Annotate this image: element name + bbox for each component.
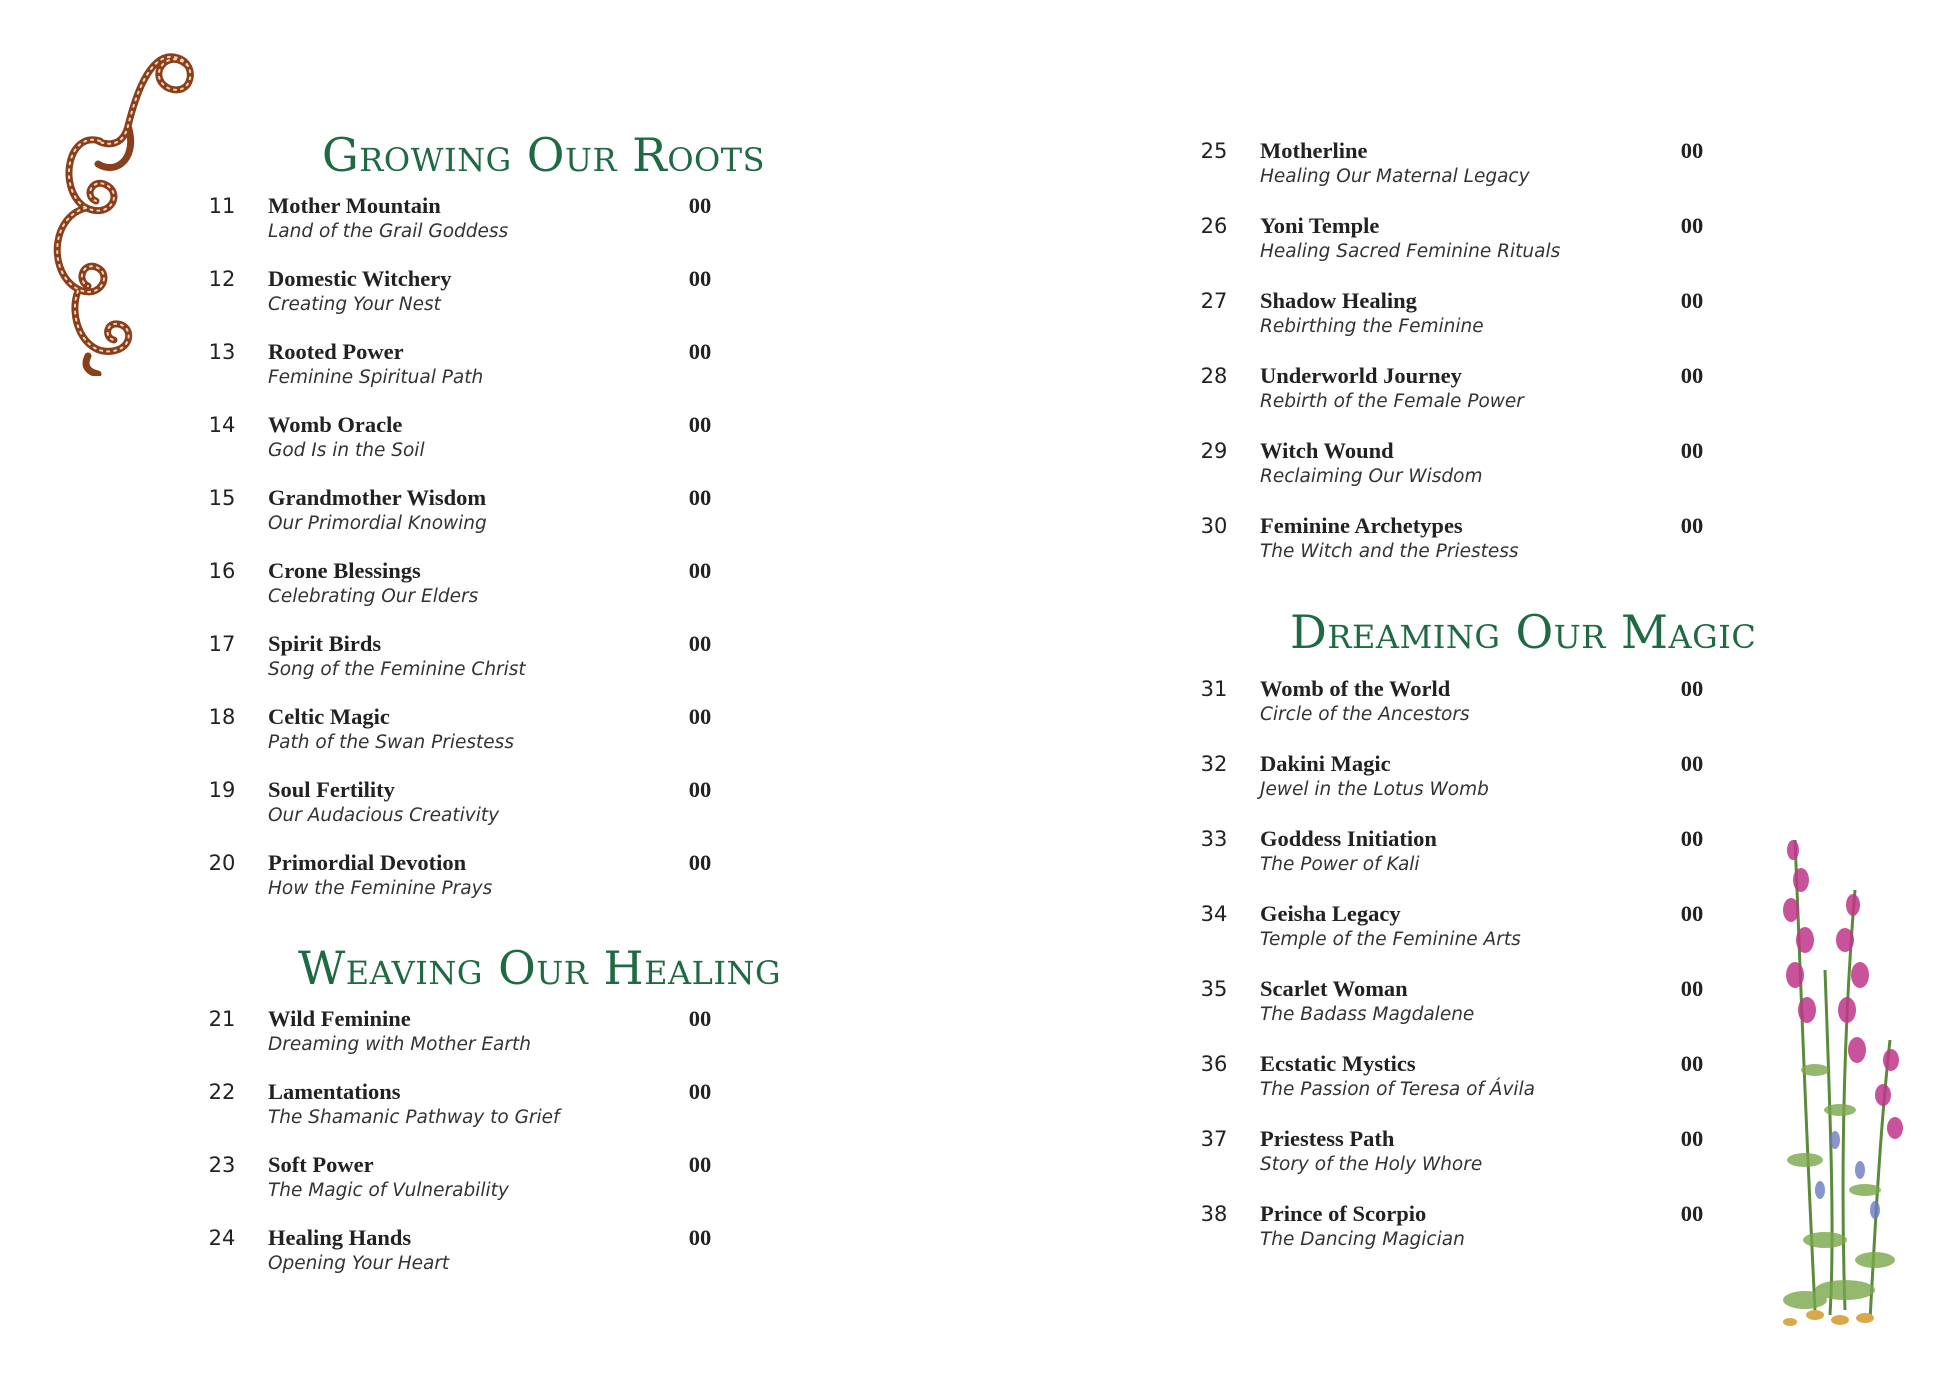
chapter-subtitle: God Is in the Soil (268, 440, 425, 461)
chapter-title[interactable]: Lamentations (268, 1079, 401, 1104)
page-number: 00 (688, 266, 712, 291)
chapter-number: 34 (1200, 902, 1228, 926)
chapter-number: 31 (1200, 677, 1228, 701)
chapter-subtitle: Rebirth of the Female Power (1260, 391, 1524, 412)
chapter-subtitle: Dreaming with Mother Earth (268, 1034, 531, 1055)
page-number: 00 (688, 850, 712, 875)
chapter-subtitle: Story of the Holy Whore (1260, 1154, 1483, 1175)
chapter-number: 16 (208, 559, 236, 583)
page-number: 00 (688, 193, 712, 218)
page-number: 00 (688, 412, 712, 437)
chapter-title[interactable]: Mother Mountain (268, 193, 441, 218)
chapter-subtitle: The Power of Kali (1260, 854, 1420, 875)
chapter-number: 21 (208, 1007, 236, 1031)
chapter-subtitle: Path of the Swan Priestess (268, 732, 514, 753)
chapter-subtitle: Celebrating Our Elders (268, 586, 479, 607)
chapter-number: 11 (208, 194, 236, 218)
chapter-title[interactable]: Primordial Devotion (268, 850, 467, 875)
chapter-number: 25 (1200, 139, 1228, 163)
section-title: Weaving Our Healing (298, 941, 782, 995)
chapter-number: 15 (208, 486, 236, 510)
chapter-number: 19 (208, 778, 236, 802)
chapter-title[interactable]: Shadow Healing (1260, 288, 1417, 313)
page-number: 00 (688, 485, 712, 510)
page-number: 00 (1680, 976, 1704, 1001)
page-number: 00 (688, 339, 712, 364)
chapter-number: 13 (208, 340, 236, 364)
chapter-title[interactable]: Underworld Journey (1260, 363, 1462, 388)
chapter-title[interactable]: Yoni Temple (1260, 213, 1380, 238)
chapter-subtitle: The Passion of Teresa of Ávila (1260, 1079, 1536, 1100)
chapter-subtitle: Our Primordial Knowing (268, 513, 487, 534)
chapter-number: 14 (208, 413, 236, 437)
chapter-subtitle: How the Feminine Prays (268, 878, 493, 899)
chapter-number: 36 (1200, 1052, 1228, 1076)
page-number: 00 (1680, 288, 1704, 313)
chapter-subtitle: The Dancing Magician (1260, 1229, 1465, 1250)
chapter-subtitle: Rebirthing the Feminine (1260, 316, 1484, 337)
chapter-title[interactable]: Feminine Archetypes (1260, 513, 1463, 538)
foxglove-flowers-icon (1745, 810, 1945, 1350)
chapter-title[interactable]: Priestess Path (1260, 1126, 1395, 1151)
chapter-subtitle: Circle of the Ancestors (1260, 704, 1470, 725)
page-number: 00 (1680, 1126, 1704, 1151)
chapter-title[interactable]: Prince of Scorpio (1260, 1201, 1427, 1226)
chapter-number: 20 (208, 851, 236, 875)
page-number: 00 (1680, 138, 1704, 163)
chapter-subtitle: Feminine Spiritual Path (268, 367, 484, 388)
chapter-number: 33 (1200, 827, 1228, 851)
chapter-number: 32 (1200, 752, 1228, 776)
chapter-number: 38 (1200, 1202, 1228, 1226)
chapter-subtitle: Temple of the Feminine Arts (1260, 929, 1521, 950)
chapter-subtitle: The Badass Magdalene (1260, 1004, 1475, 1025)
page-number: 00 (688, 1006, 712, 1031)
chapter-number: 12 (208, 267, 236, 291)
chapter-subtitle: Our Audacious Creativity (268, 805, 500, 826)
chapter-title[interactable]: Goddess Initiation (1260, 826, 1437, 851)
chapter-title[interactable]: Womb Oracle (268, 412, 403, 437)
page-number: 00 (688, 558, 712, 583)
section-title: Dreaming Our Magic (1290, 605, 1757, 659)
chapter-number: 29 (1200, 439, 1228, 463)
chapter-subtitle: Reclaiming Our Wisdom (1260, 466, 1483, 487)
page-number: 00 (688, 1152, 712, 1177)
chapter-number: 27 (1200, 289, 1228, 313)
page-number: 00 (1680, 751, 1704, 776)
chapter-subtitle: The Magic of Vulnerability (268, 1180, 509, 1201)
chapter-subtitle: Land of the Grail Goddess (268, 221, 509, 242)
chapter-title[interactable]: Grandmother Wisdom (268, 485, 487, 510)
chapter-title[interactable]: Wild Feminine (268, 1006, 411, 1031)
chapter-number: 17 (208, 632, 236, 656)
page-number: 00 (1680, 676, 1704, 701)
chapter-number: 35 (1200, 977, 1228, 1001)
chapter-subtitle: Healing Our Maternal Legacy (1260, 166, 1530, 187)
page-number: 00 (1680, 826, 1704, 851)
chapter-title[interactable]: Dakini Magic (1260, 751, 1391, 776)
chapter-title[interactable]: Spirit Birds (268, 631, 382, 656)
chapter-title[interactable]: Rooted Power (268, 339, 404, 364)
chapter-subtitle: The Shamanic Pathway to Grief (268, 1107, 560, 1128)
chapter-title[interactable]: Celtic Magic (268, 704, 390, 729)
page-number: 00 (688, 704, 712, 729)
page-number: 00 (688, 631, 712, 656)
chapter-number: 22 (208, 1080, 236, 1104)
page-number: 00 (688, 1225, 712, 1250)
page-number: 00 (1680, 363, 1704, 388)
page-number: 00 (1680, 213, 1704, 238)
section-title: Growing Our Roots (322, 128, 766, 182)
chapter-number: 37 (1200, 1127, 1228, 1151)
chapter-title[interactable]: Soft Power (268, 1152, 374, 1177)
chapter-subtitle: Healing Sacred Feminine Rituals (1260, 241, 1561, 262)
chapter-number: 24 (208, 1226, 236, 1250)
page-number: 00 (1680, 901, 1704, 926)
chapter-subtitle: Song of the Feminine Christ (268, 659, 526, 680)
chapter-subtitle: Jewel in the Lotus Womb (1260, 779, 1489, 800)
chapter-subtitle: The Witch and the Priestess (1260, 541, 1519, 562)
page-number: 00 (688, 777, 712, 802)
chapter-title[interactable]: Womb of the World (1260, 676, 1451, 701)
chapter-subtitle: Opening Your Heart (268, 1253, 450, 1274)
page-number: 00 (1680, 1051, 1704, 1076)
chapter-number: 18 (208, 705, 236, 729)
page-number: 00 (1680, 438, 1704, 463)
chapter-number: 30 (1200, 514, 1228, 538)
chapter-title[interactable]: Ecstatic Mystics (1260, 1051, 1416, 1076)
page-number: 00 (1680, 513, 1704, 538)
chapter-title[interactable]: Crone Blessings (268, 558, 421, 583)
chapter-title[interactable]: Scarlet Woman (1260, 976, 1408, 1001)
chapter-number: 28 (1200, 364, 1228, 388)
chapter-title[interactable]: Witch Wound (1260, 438, 1394, 463)
page-number: 00 (688, 1079, 712, 1104)
chapter-title[interactable]: Soul Fertility (268, 777, 395, 802)
chapter-title[interactable]: Motherline (1260, 138, 1368, 163)
chapter-title[interactable]: Domestic Witchery (268, 266, 452, 291)
chapter-number: 26 (1200, 214, 1228, 238)
chapter-title[interactable]: Healing Hands (268, 1225, 412, 1250)
chapter-number: 23 (208, 1153, 236, 1177)
page-number: 00 (1680, 1201, 1704, 1226)
chapter-title[interactable]: Geisha Legacy (1260, 901, 1401, 926)
chapter-subtitle: Creating Your Nest (268, 294, 441, 315)
